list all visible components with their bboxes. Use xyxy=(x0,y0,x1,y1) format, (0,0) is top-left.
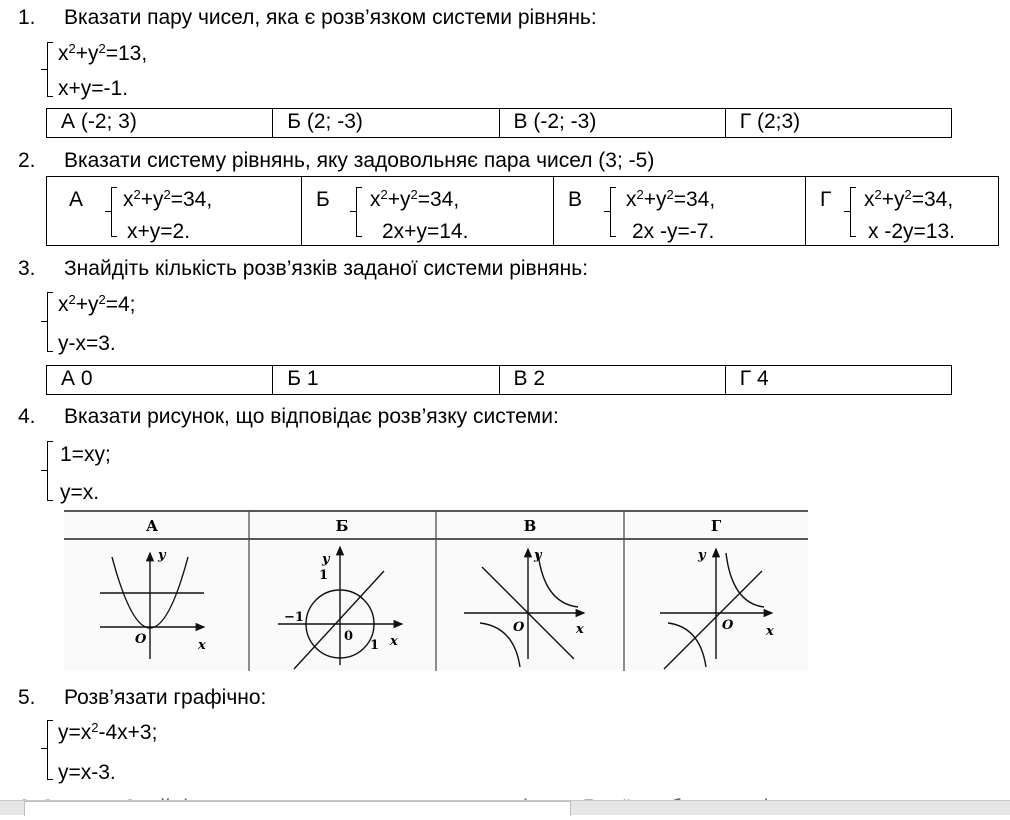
brace-tip xyxy=(41,69,47,70)
graph-c-y: y xyxy=(534,548,542,563)
q1-answer-c[interactable]: В (-2; -3) xyxy=(499,109,725,137)
q3-answer-d[interactable]: Г 4 xyxy=(725,366,951,394)
q2-option-d[interactable] xyxy=(805,177,998,245)
header-b: Б xyxy=(335,517,349,535)
graph-d-y: y xyxy=(698,548,706,563)
option-letter: Б xyxy=(316,188,330,211)
q4-equation-1: 1=xy; xyxy=(60,443,111,466)
graph-c-origin: O xyxy=(513,620,525,635)
brace-tip xyxy=(844,211,850,212)
graph-a-y: y xyxy=(158,548,166,563)
q1-equation-1: $x^2+y^2=13$, xyxy=(58,41,148,65)
q2-d-eq1: $x^2+y^2=34$, xyxy=(864,187,954,211)
header-d: Г xyxy=(710,517,722,535)
system-brace xyxy=(356,187,357,237)
q2-option-a[interactable] xyxy=(47,177,301,245)
graph-d-origin: O xyxy=(722,618,734,633)
system-brace xyxy=(47,292,48,352)
graph-b-one-y: 1 xyxy=(319,568,329,583)
q2-option-c[interactable] xyxy=(553,177,805,245)
q2-c-eq1: $x^2+y^2=34$, xyxy=(626,187,716,211)
question-5-number: 5. xyxy=(18,686,36,709)
q2-a-eq2: x+y=2. xyxy=(127,220,191,243)
brace-tip xyxy=(604,211,610,212)
q1-answer-d[interactable]: Г (2;3) xyxy=(725,109,951,137)
header-c: В xyxy=(523,517,537,535)
graph-a-x: x xyxy=(198,638,206,653)
question-5-text: Розв’язати графічно: xyxy=(64,686,267,709)
question-3-text: Знайдіть кількість розв’язків заданої системи рівнянь: xyxy=(64,257,589,280)
graph-b-y: y xyxy=(322,552,330,567)
graph-b-zero: 0 xyxy=(344,629,354,644)
system-brace xyxy=(111,187,112,237)
option-letter: Г xyxy=(820,188,832,211)
brace-tip xyxy=(41,748,47,749)
question-1-text: Вказати пару чисел, яка є розв’язком системи рівнянь: xyxy=(64,6,597,29)
system-brace xyxy=(47,42,48,97)
question-2-number: 2. xyxy=(18,149,36,172)
brace-tip xyxy=(350,211,356,212)
q3-answer-c[interactable]: В 2 xyxy=(499,366,725,394)
question-3-number: 3. xyxy=(18,257,36,280)
q4-graph-options-figure xyxy=(64,509,808,671)
graph-c-x: x xyxy=(576,622,584,637)
q5-equation-2: y=x-3. xyxy=(58,761,116,784)
question-1-number: 1. xyxy=(18,6,36,29)
graph-d-x: x xyxy=(766,624,774,639)
q2-option-table xyxy=(46,176,999,246)
q2-a-eq1: $x^2+y^2=34$, xyxy=(123,187,213,211)
graph-b-minus-one: −1 xyxy=(284,610,304,625)
q3-equation-2: y-x=3. xyxy=(58,332,116,355)
q5-equation-1: $y=x^2-4x+3$; xyxy=(58,720,158,744)
brace-tip xyxy=(41,321,47,322)
q3-answer-row xyxy=(46,365,952,395)
q2-option-b[interactable] xyxy=(301,177,553,245)
q3-answer-b[interactable]: Б 1 xyxy=(272,366,498,394)
q3-answer-a[interactable]: А 0 xyxy=(61,367,93,390)
system-brace xyxy=(47,720,48,780)
system-brace xyxy=(47,441,48,501)
brace-tip xyxy=(41,470,47,471)
system-brace xyxy=(850,187,851,237)
q2-d-eq2: x -2y=13. xyxy=(868,220,955,243)
q2-c-eq2: 2x -y=-7. xyxy=(632,220,715,243)
q1-answer-a[interactable]: А (-2; 3) xyxy=(61,110,137,133)
q1-answer-row xyxy=(46,108,952,138)
bottom-scroll-area[interactable] xyxy=(0,800,1010,815)
q3-equation-1: $x^2+y^2=4$; xyxy=(58,292,136,316)
question-2-text: Вказати систему рівнянь, яку задовольняє пара чисел (3; -5) xyxy=(64,149,655,172)
q2-b-eq2: 2x+y=14. xyxy=(382,220,469,243)
header-a: А xyxy=(145,517,159,535)
brace-tip xyxy=(105,211,111,212)
question-4-number: 4. xyxy=(18,405,36,428)
graph-table xyxy=(64,509,808,671)
system-brace xyxy=(610,187,611,237)
question-4-text: Вказати рисунок, що відповідає розв’язку системи: xyxy=(64,405,559,428)
q1-answer-b[interactable]: Б (2; -3) xyxy=(272,109,498,137)
q4-equation-2: y=x. xyxy=(60,481,100,504)
graph-b-x: x xyxy=(390,634,398,649)
q2-b-eq1: $x^2+y^2=34$, xyxy=(370,187,460,211)
option-letter: В xyxy=(568,188,583,211)
option-letter: А xyxy=(69,188,84,211)
graph-b-one-x: 1 xyxy=(370,638,380,653)
q1-equation-2: x+y=-1. xyxy=(58,77,129,100)
graph-a-origin: O xyxy=(135,632,147,647)
